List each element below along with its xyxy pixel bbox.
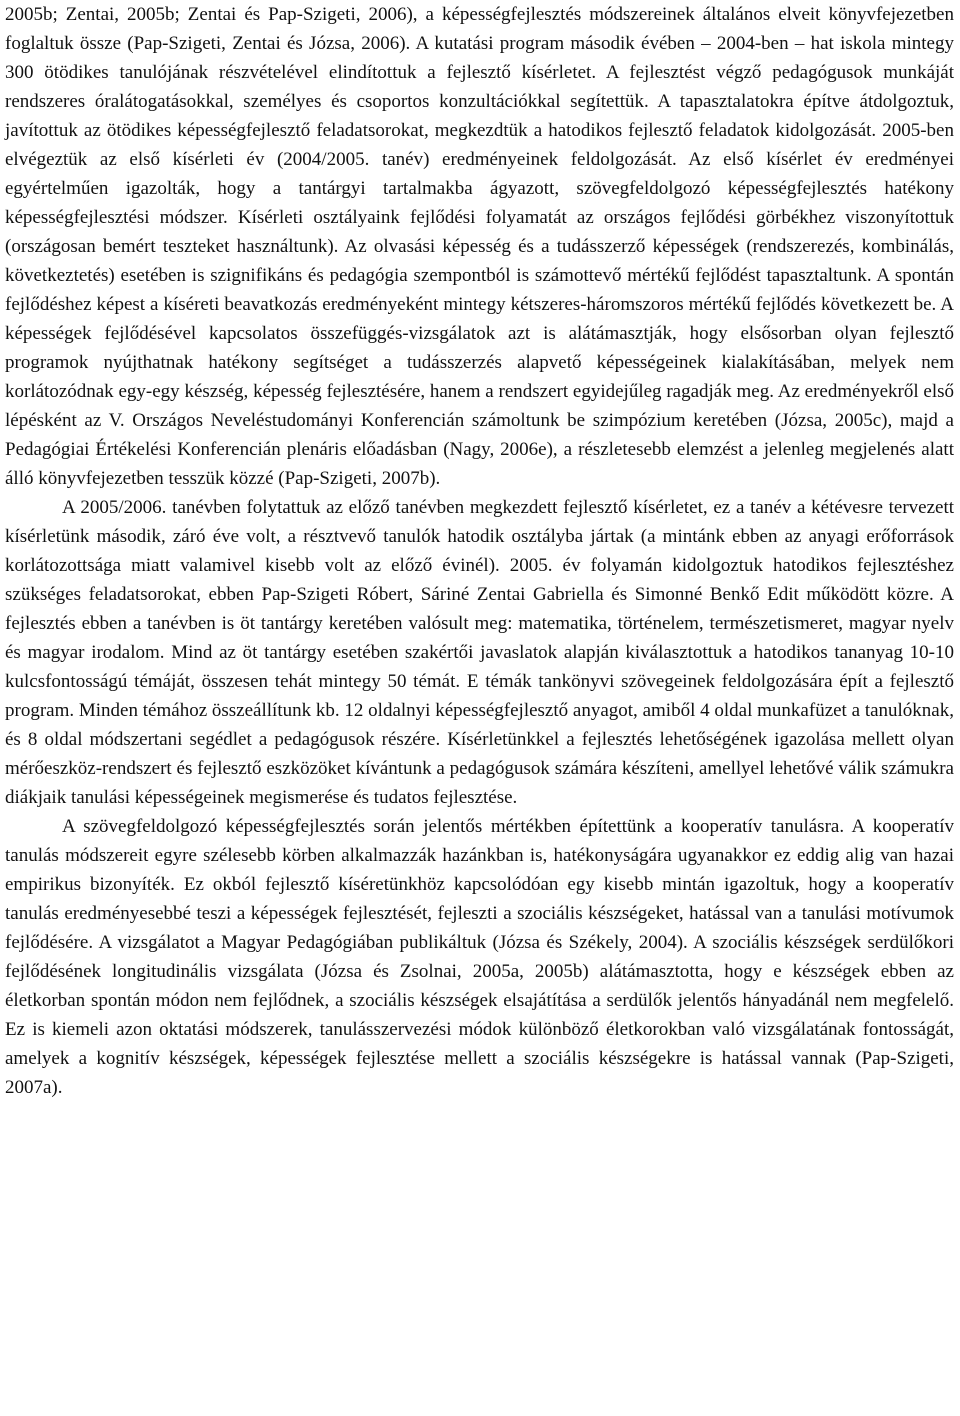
paragraph-1: 2005b; Zentai, 2005b; Zentai és Pap-Szigeti, 2006), a képességfejlesztés módszereinek általános elveit könyvfejezetben foglaltuk össze (Pap-Szigeti, Zentai és Józsa, 2006). A kutatási program második évében – 2004-ben – hat iskola mintegy 300 ötödikes tanulójának részvételével elindítottuk a fejlesztő kísérletet. A fejlesztést végző pedagógusok munkáját rendszeres óralátogatásokkal, személyes és csoportos konzultációkkal segítettük. A tapasztalatokra építve átdolgoztuk, javítottuk az ötödikes képességfejlesztő feladatsorokat, megkezdtük a hatodikos fejlesztő feladatok kidolgozását. 2005-ben elvégeztük az első kísérleti év (2004/2005. tanév) eredményeinek feldolgozását. Az első kísérlet év eredményei egyértelműen igazolták, hogy a tantárgyi tartalmakba ágyazott, szövegfeldolgozó képességfejlesztés hatékony képességfejlesztési módszer. Kísérleti osztályaink fejlődési folyamatát az országos fejlődési görbékhez viszonyítottuk (országosan bemért teszteket használtunk). Az olvasási képesség és a tudásszerző képességek (rendszerezés, kombinálás, következtetés) esetében is szignifikáns és pedagógia szempontból is számottevő mértékű fejlődést tapasztaltunk. A spontán fejlődéshez képest a kíséreti beavatkozás eredményeként mintegy kétszeres-háromszoros mértékű fejlődés következett be. A képességek fejlődésével kapcsolatos összefüggés-vizsgálatok azt is alátámasztják, hogy elsősorban olyan fejlesztő programok nyújthatnak hatékony segítséget a tudásszerzés alapvető képességeinek kialakításában, melyek nem korlátozódnak egy-egy készség, képesség fejlesztésére, hanem a rendszert egyidejűleg ragadják meg. Az eredményekről első lépésként az V. Országos Neveléstudományi Konferencián számoltunk be szimpózium keretében (Józsa, 2005c), majd a Pedagógiai Értékelési Konferencián plenáris előadásban (Nagy, 2006e), a részletesebb elemzést a jelenleg megjelenés alatt álló könyvfejezetben tesszük közzé (Pap-Szigeti, 2007b).: [5, 4, 954, 489]
paragraph-2: A 2005/2006. tanévben folytattuk az előző tanévben megkezdett fejlesztő kísérletet, ez a tanév a kétévesre tervezett kísérletünk második, záró éve volt, a résztvevő tanulók hatodik osztályba jártak (a mintánk ebben az anyagi erőforrások korlátozottsága miatt valamivel kisebb volt az előző évinél). 2005. év folyamán kidolgoztuk hatodikos fejlesztéshez szükséges feladatsorokat, ebben Pap-Szigeti Róbert, Sáriné Zentai Gabriella és Simonné Benkő Edit működött közre. A fejlesztés ebben a tanévben is öt tantárgy keretében valósult meg: matematika, történelem, természetismeret, magyar nyelv és magyar irodalom. Mind az öt tantárgy esetében szakértői javaslatok alapján kiválasztottuk a hatodikos tananyag 10-10 kulcsfontosságú témáját, összesen tehát mintegy 50 témát. E témák tankönyvi szövegeinek feldolgozására épít a fejlesztő program. Minden témához összeállítunk kb. 12 oldalnyi képességfejlesztő anyagot, amiből 4 oldal munkafüzet a tanulóknak, és 8 oldal módszertani segédlet a pedagógusok részére. Kísérletünkkel a fejlesztés lehetőségének igazolása mellett olyan mérőeszköz-rendszert és fejlesztő eszközöket kívántunk a pedagógusok számára készíteni, amellyel lehetővé válik számukra diákjaik tanulási képességeinek megismerése és tudatos fejlesztése.: [5, 497, 954, 808]
document-body: [5, 0, 954, 1102]
paragraph-3: A szövegfeldolgozó képességfejlesztés során jelentős mértékben építettünk a kooperatív tanulásra. A kooperatív tanulás módszereit egyre szélesebb körben alkalmazzák hazánkban is, hatékonyságára ugyanakkor ez eddig alig van hazai empirikus bizonyíték. Ez okból fejlesztő kíséretünkhöz kapcsolódóan egy kisebb mintán igazoltuk, hogy a kooperatív tanulás eredményesebbé teszi a képességek fejlesztését, fejleszti a szociális készségeket, hatással van a tanulási motívumok fejlődésére. A vizsgálatot a Magyar Pedagógiában publikáltuk (Józsa és Székely, 2004). A szociális készségek serdülőkori fejlődésének longitudinális vizsgálata (Józsa és Zsolnai, 2005a, 2005b) alátámasztotta, hogy e készségek ebben az életkorban spontán módon nem fejlődnek, a szociális készségek elsajátítása a serdülők jelentős hányadánál nem megfelelő. Ez is kiemeli azon oktatási módszerek, tanulásszervezési módok különböző életkorokban való vizsgálatának fontosságát, amelyek a kognitív készségek, képességek fejlesztése mellett a szociális készségekre is hatással vannak (Pap-Szigeti, 2007a).: [5, 816, 954, 1098]
